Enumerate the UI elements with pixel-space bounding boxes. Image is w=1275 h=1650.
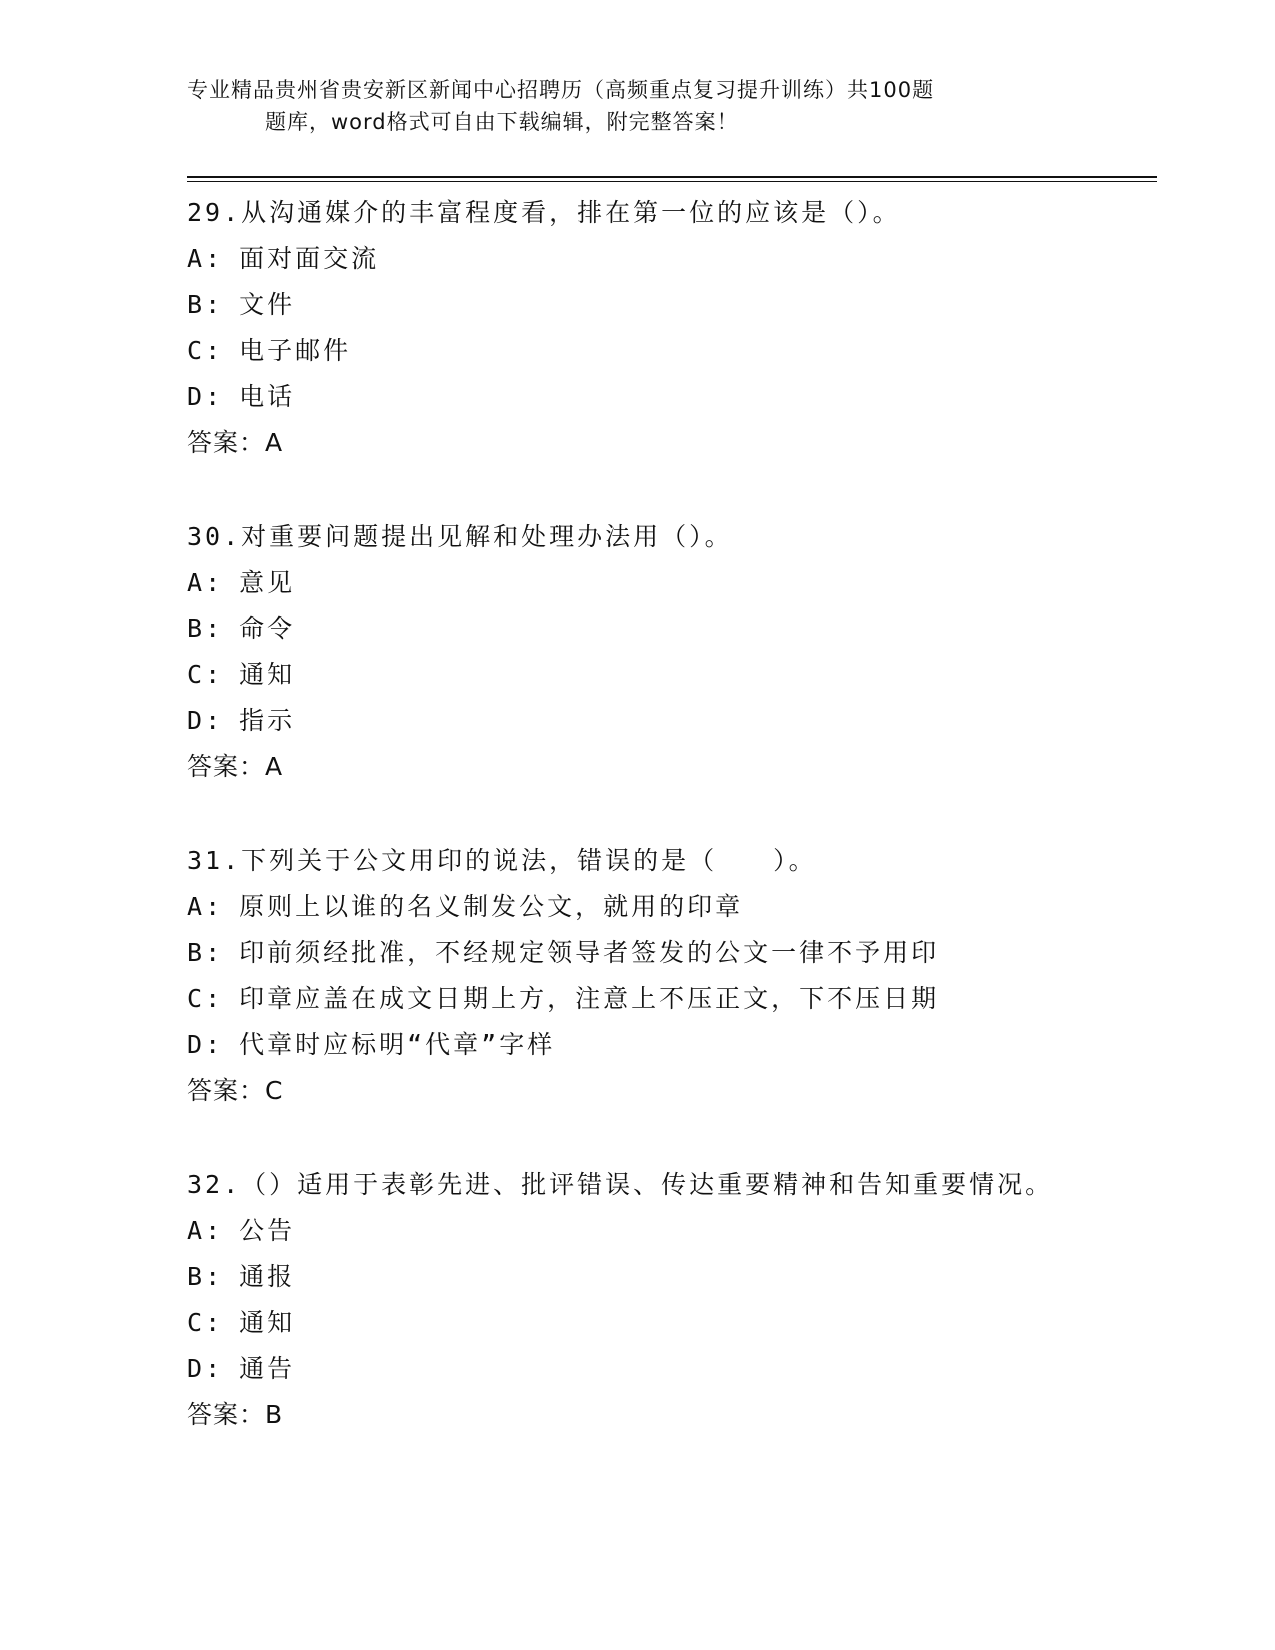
option-c	[187, 652, 1167, 698]
option-text: 电话	[239, 382, 296, 411]
option-d	[187, 374, 1167, 420]
question-list	[187, 190, 1167, 1486]
document-header	[187, 74, 1067, 138]
option-separator: :	[205, 568, 224, 597]
option-letter: D	[187, 1354, 206, 1383]
option-separator: :	[205, 1354, 224, 1383]
option-separator: :	[205, 1216, 224, 1245]
option-separator: :	[205, 614, 224, 643]
option-separator: :	[205, 706, 224, 735]
option-d	[187, 1022, 1167, 1068]
option-separator: :	[205, 290, 224, 319]
option-a	[187, 236, 1167, 282]
question-31	[187, 838, 1167, 1114]
answer-line: 答案：A	[187, 752, 284, 781]
option-separator: :	[205, 336, 224, 365]
option-b	[187, 606, 1167, 652]
question-stem: 31.下列关于公文用印的说法，错误的是（ ）。	[187, 846, 817, 875]
option-text: 通知	[239, 660, 296, 689]
option-letter: A	[187, 892, 206, 921]
option-separator: :	[205, 382, 224, 411]
option-c	[187, 1300, 1167, 1346]
option-separator: :	[205, 244, 224, 273]
option-separator: :	[205, 660, 224, 689]
option-b	[187, 1254, 1167, 1300]
option-b	[187, 282, 1167, 328]
option-text: 印章应盖在成文日期上方，注意上不压正文，下不压日期	[239, 984, 940, 1013]
option-letter: A	[187, 244, 206, 273]
option-letter: B	[187, 614, 206, 643]
option-letter: A	[187, 1216, 206, 1245]
header-title-line-1: 专业精品贵州省贵安新区新闻中心招聘历（高频重点复习提升训练）共100题	[187, 78, 935, 102]
option-letter: B	[187, 1262, 206, 1291]
option-letter: D	[187, 382, 206, 411]
option-separator: :	[205, 1308, 224, 1337]
option-separator: :	[205, 1030, 224, 1059]
option-text: 通告	[239, 1354, 296, 1383]
header-title-line-2: 题库，word格式可自由下载编辑，附完整答案！	[265, 110, 739, 134]
answer-line: 答案：B	[187, 1400, 284, 1429]
option-text: 意见	[239, 568, 296, 597]
option-text: 指示	[239, 706, 296, 735]
option-b	[187, 930, 1167, 976]
option-text: 代章时应标明“代章”字样	[239, 1030, 556, 1059]
option-c	[187, 328, 1167, 374]
answer-line: 答案：C	[187, 1076, 284, 1105]
option-a	[187, 560, 1167, 606]
question-stem: 29.从沟通媒介的丰富程度看，排在第一位的应该是（）。	[187, 198, 901, 227]
question-32	[187, 1162, 1167, 1438]
option-d	[187, 698, 1167, 744]
option-text: 面对面交流	[239, 244, 380, 273]
option-text: 文件	[239, 290, 296, 319]
option-letter: C	[187, 336, 206, 365]
option-letter: D	[187, 706, 206, 735]
option-text: 原则上以谁的名义制发公文，就用的印章	[239, 892, 744, 921]
question-stem: 30.对重要问题提出见解和处理办法用（）。	[187, 522, 733, 551]
option-letter: C	[187, 660, 206, 689]
option-text: 公告	[239, 1216, 296, 1245]
option-letter: B	[187, 938, 206, 967]
option-separator: :	[205, 1262, 224, 1291]
option-letter: C	[187, 1308, 206, 1337]
option-letter: D	[187, 1030, 206, 1059]
question-29	[187, 190, 1167, 466]
header-divider-thick	[187, 176, 1157, 178]
option-letter: C	[187, 984, 206, 1013]
option-a	[187, 1208, 1167, 1254]
option-text: 电子邮件	[239, 336, 352, 365]
option-c	[187, 976, 1167, 1022]
option-text: 印前须经批准，不经规定领导者签发的公文一律不予用印	[239, 938, 940, 967]
option-a	[187, 884, 1167, 930]
option-d	[187, 1346, 1167, 1392]
option-separator: :	[205, 892, 224, 921]
option-separator: :	[205, 984, 224, 1013]
answer-line: 答案：A	[187, 428, 284, 457]
option-letter: A	[187, 568, 206, 597]
option-separator: :	[205, 938, 224, 967]
option-letter: B	[187, 290, 206, 319]
option-text: 通知	[239, 1308, 296, 1337]
header-divider-thin	[187, 181, 1157, 182]
option-text: 命令	[239, 614, 296, 643]
option-text: 通报	[239, 1262, 296, 1291]
question-stem: 32.（）适用于表彰先进、批评错误、传达重要精神和告知重要情况。	[187, 1170, 1054, 1199]
question-30	[187, 514, 1167, 790]
